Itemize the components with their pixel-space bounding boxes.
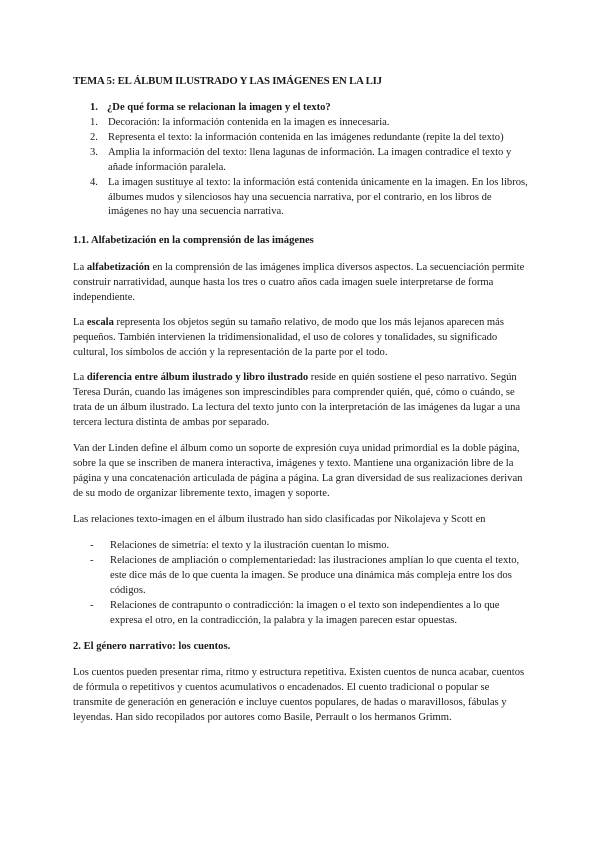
- bold-term: diferencia entre álbum ilustrado y libro ilustrado: [86, 372, 309, 383]
- question-number: 1.: [90, 102, 98, 113]
- dash-bullet: -: [90, 540, 94, 551]
- list-item: [90, 131, 530, 146]
- list-item: [90, 116, 530, 131]
- list-item: [90, 146, 530, 176]
- section-heading-2: 2. El género narrativo: los cuentos.: [73, 641, 231, 652]
- list-item-text: Relaciones de contrapunto o contradicción: la imagen o el texto son independientes a lo que expresa el otro, en la contradicción, la palabra y la imagen parecen estar opuestas.: [110, 599, 500, 626]
- paragraph-relaciones: Las relaciones texto-imagen en el álbum ilustrado han sido clasificadas por Nikolajeva y Scott en: [73, 514, 486, 525]
- bold-term: escala: [86, 317, 114, 328]
- paragraph-diferencia: [73, 371, 528, 431]
- question-heading: [90, 101, 331, 116]
- paragraph-text: reside en quién sostiene el peso narrativo. Según Teresa Durán, cuando las imágenes son imprescindibles para comprender quién, qué, cómo o cuándo, se trata de un álbum ilustrado. La lectura del texto junto con la interpretación de las imágenes da lugar a una tercera lectura distinta de ambas por separado.: [73, 372, 521, 428]
- list-item-number: 1.: [90, 117, 98, 128]
- list-item: [90, 176, 530, 221]
- list-item-text: Decoración: la información contenida en la imagen es innecesaria.: [108, 117, 390, 128]
- paragraph-text: en la comprensión de las imágenes implica diversos aspectos. La secuenciación permite construir narratividad, aunque hasta los tres o cuatro años cada imagen suele interpretarse de forma independiente.: [73, 262, 525, 303]
- document-title: TEMA 5: EL ÁLBUM ILUSTRADO Y LAS IMÁGENES EN LA LIJ: [73, 75, 382, 87]
- paragraph-text: representa los objetos según su tamaño relativo, de modo que los más lejanos aparecen más pequeños. También intervienen la tridimensionalidad, el uso de colores y tonalidades, su significado cultural, los símbolos de acción y la representación de la parte por el todo.: [73, 317, 504, 358]
- list-item-text: La imagen sustituye al texto: la información está contenida únicamente en la imagen. En los libros, álbumes mudos y silenciosos hay una secuencia narrativa, por el contrario, en los libros de imágenes no hay una secuencia narrativa.: [108, 176, 528, 218]
- bold-term: alfabetización: [86, 262, 150, 273]
- list-item-number: 2.: [90, 131, 98, 143]
- list-item-number: 4.: [90, 176, 98, 188]
- list-item: [90, 539, 527, 554]
- dash-bullet: -: [90, 554, 94, 566]
- dash-bullet: -: [90, 599, 94, 611]
- relations-list: [90, 116, 530, 220]
- paragraph-cuentos: Los cuentos pueden presentar rima, ritmo y estructura repetitiva. Existen cuentos de nunca acabar, cuentos de fórmula o repetitivos y cuentos acumulativos o encadenados. El cuento tradicional o popular se transmite de generación en generación e incluye cuentos populares, de hadas o maravillosos, fábulas y leyendas. Han sido recopilados por autores como Basile, Perrault o los hermanos Grimm.: [73, 667, 525, 723]
- paragraph-escala: [73, 316, 528, 361]
- list-item-text: Relaciones de ampliación o complementariedad: las ilustraciones amplían lo que cuenta el texto, este dice más de lo que cuenta la imagen. Se produce una dinámica más compleja entre los dos códigos.: [110, 554, 520, 596]
- list-item-text: Representa el texto: la información contenida en las imágenes redundante (repite la del texto): [108, 131, 504, 143]
- paragraph-alfabetizacion: [73, 261, 528, 306]
- paragraph-text: La: [73, 372, 87, 383]
- paragraph-text: La: [73, 262, 87, 273]
- list-item: [90, 554, 527, 599]
- section-heading-1-1: 1.1. Alfabetización en la comprensión de las imágenes: [73, 235, 314, 246]
- list-item-text: Relaciones de simetría: el texto y la ilustración cuentan lo mismo.: [110, 540, 390, 551]
- question-text: ¿De qué forma se relacionan la imagen y el texto?: [107, 102, 331, 113]
- list-item-number: 3.: [90, 146, 98, 158]
- dash-list: [90, 539, 527, 628]
- list-item-text: Amplia la información del texto: llena lagunas de información. La imagen contradice el texto y añade información paralela.: [108, 146, 512, 173]
- list-item: [90, 599, 527, 629]
- paragraph-van-der-linden: Van der Linden define el álbum como un soporte de expresión cuya unidad primordial es la doble página, sobre la que se inscriben de manera interactiva, imágenes y texto. Mantiene una organización libre de la página y una concatenación articulada de página a página. La gran diversidad de sus realizaciones derivan de su modo de organizar libremente texto, imagen y soporte.: [73, 443, 523, 499]
- paragraph-text: La: [73, 317, 87, 328]
